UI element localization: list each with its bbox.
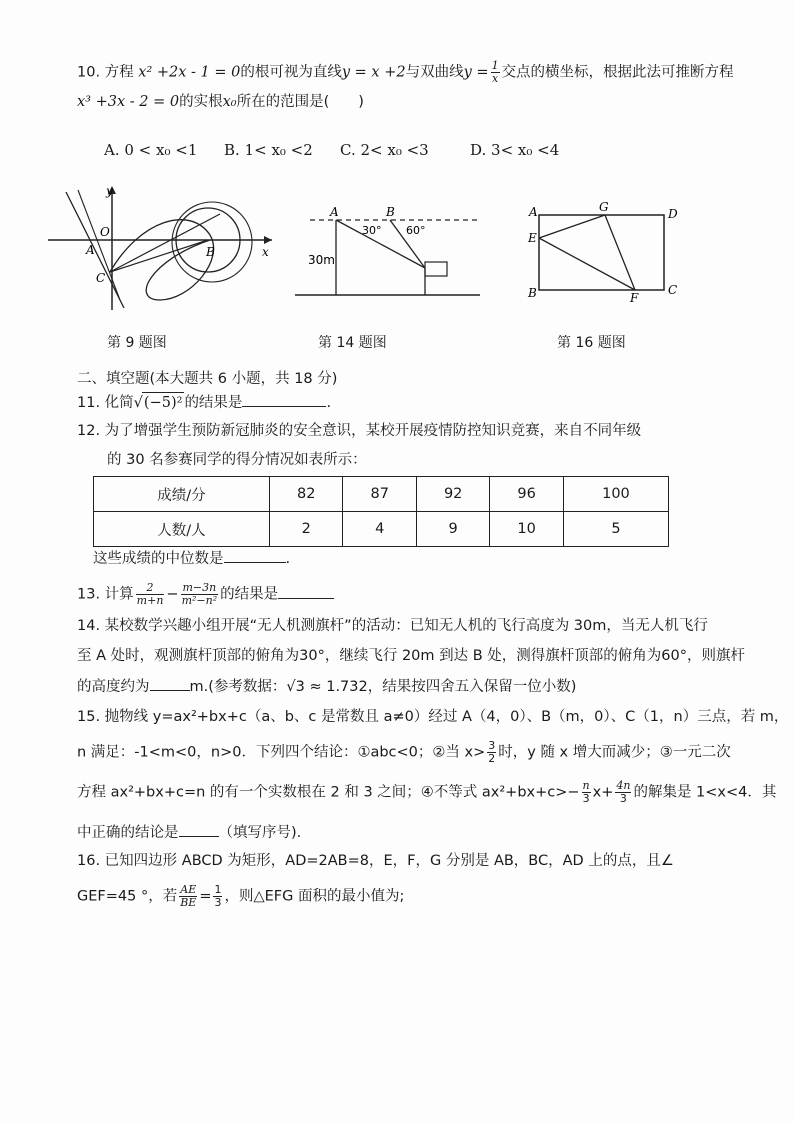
q10-text-e: 的实根 (179, 94, 223, 110)
q12-line2: 的 30 名参赛同学的得分情况如表所示： (107, 452, 367, 468)
fig16-caption: 第 16 题图 (557, 335, 626, 351)
q14-line2: 至 A 处时，观测旗杆顶部的俯角为30°，继续飞行 20m 到达 B 处，测得旗杆顶部的俯角为60°，则旗杆 (77, 648, 745, 664)
table-cell: 9 (416, 512, 489, 547)
fig9-label-c: C (96, 271, 106, 285)
q13-f2-den: m²−n² (181, 594, 218, 607)
fig16-segment-gf (605, 215, 635, 290)
figure-14 (290, 200, 490, 305)
q13-minus: − (166, 586, 179, 603)
q13-answer-blank[interactable] (278, 584, 334, 599)
q16-line2-a: GEF=45 °，若 (77, 888, 178, 905)
q12-answer-blank[interactable] (224, 548, 286, 563)
q16-f2-num: 1 (214, 883, 222, 896)
q15-line4-b: （填写序号). (218, 825, 302, 841)
fig9-caption: 第 9 题图 (107, 335, 167, 351)
fig9-line-1 (66, 192, 124, 308)
q16-line2 (77, 884, 404, 909)
q15-line4-a: 中正确的结论是 (77, 825, 179, 841)
q10-text-c: 与双曲线 (405, 64, 464, 81)
q13-prefix: 13. 计算 (77, 586, 134, 603)
q12-end: . (285, 551, 291, 567)
q15-f2-num: 4n (616, 779, 631, 792)
q14-answer-blank[interactable] (150, 676, 190, 691)
fig14-label-b: B (386, 205, 395, 219)
q16-frac-den: BE (180, 896, 197, 909)
q13 (77, 582, 334, 607)
table-row (94, 477, 669, 512)
q12-line3-text: 这些成绩的中位数是 (93, 551, 224, 567)
table-row (94, 512, 669, 547)
q16-f2-den: 3 (214, 896, 222, 909)
fig9-segment-cb (110, 240, 208, 272)
q11-radicand: (−5)² (142, 392, 185, 413)
fig14-angle-60: 60° (406, 224, 426, 237)
table-cell: 82 (270, 477, 343, 512)
q10-line2 (77, 92, 364, 112)
fig16-segment-eg (539, 215, 605, 238)
fig14-label-a: A (330, 205, 339, 219)
q10-text-d: 交点的横坐标，根据此法可推断方程 (501, 64, 734, 81)
q14-line3-b: m.(参考数据：√3 ≈ 1.732，结果按四舍五入保留一位小数) (189, 679, 577, 695)
q15-f1-num: n (582, 779, 590, 792)
q16-frac-num: AE (180, 883, 197, 896)
fig16-label-c: C (668, 283, 678, 297)
q15-line2-b: 时，y 随 x 增大而减少；③一元二次 (498, 744, 731, 761)
q11-answer-blank[interactable] (242, 392, 326, 407)
fig9-label-a: A (86, 243, 95, 257)
q15-line2-a: n 满足：-1<m<0，n>0．下列四个结论：①abc<0；②当 x> (77, 744, 486, 761)
q15-frac-4n-3 (615, 780, 631, 805)
q10-cubic: x³ +3x - 2 = 0 (77, 94, 180, 110)
fig16-label-e: E (528, 231, 537, 245)
table-header-score: 成绩/分 (94, 477, 270, 512)
q13-fraction-1 (136, 582, 165, 607)
q15-line4 (77, 822, 301, 843)
q10-text-f: 所在的范围是( ) (236, 94, 364, 110)
q14-line3 (77, 676, 576, 697)
q10-line1 (77, 60, 734, 85)
q11-end: . (326, 395, 332, 411)
table-cell: 5 (563, 512, 668, 547)
q10-frac-den: x (491, 72, 499, 85)
fig9-label-y: y (106, 184, 113, 198)
fig16-label-f: F (630, 291, 639, 305)
q10-line-eq: y = x +2 (341, 64, 406, 81)
q15-frac-n-3 (582, 780, 591, 805)
q10-option-c[interactable]: C. 2< x₀ <3 (340, 141, 429, 159)
q13-f2-num: m−3n (182, 581, 217, 594)
q10-hyperbola-fraction (491, 60, 500, 85)
fig16-label-d: D (668, 207, 678, 221)
fig16-label-a: A (529, 205, 538, 219)
fig9-label-o: O (100, 225, 110, 239)
q16-line2-b: ，则△EFG 面积的最小值为; (224, 888, 405, 905)
q15-line1: 15. 抛物线 y=ax²+bx+c（a、b、c 是常数且 a≠0）经过 A（4，0）、B（m，0）、C（1，n）三点，若 m， (77, 709, 789, 725)
q15-line3-a: 方程 ax²+bx+c=n 的有一个实数根在 2 和 3 之间；④不等式 ax²+bx+c>− (77, 784, 580, 801)
fig9-curve (110, 220, 214, 300)
section-title: 二、填空题(本大题共 6 小题，共 18 分) (77, 371, 338, 387)
q15-f1-den: 3 (582, 792, 590, 805)
table-header-count: 人数/人 (94, 512, 270, 547)
q16-line1: 16. 已知四边形 ABCD 为矩形，AD=2AB=8，E，F，G 分别是 AB，BC，AD 上的点，且∠ (77, 853, 674, 869)
figure-16 (520, 200, 695, 305)
q16-frac-1-3 (213, 884, 222, 909)
q10-prefix: 10. 方程 (77, 64, 139, 81)
fig16-label-b: B (528, 286, 537, 300)
fig9-label-x: x (262, 245, 269, 259)
q15-line2 (77, 740, 731, 765)
table-cell: 10 (490, 512, 563, 547)
fig16-label-g: G (599, 200, 609, 214)
q10-equation: x² +2x - 1 = 0 (138, 64, 241, 81)
q15-frac-3-2 (487, 740, 496, 765)
table-cell: 96 (490, 477, 563, 512)
fig16-rectangle (539, 215, 664, 290)
q15-line3-c: 的解集是 1<x<4．其 (633, 784, 777, 801)
q13-fraction-2 (181, 582, 219, 607)
fig9-x-arrow (264, 236, 272, 244)
q10-option-d[interactable]: D. 3< x₀ <4 (470, 141, 560, 159)
q10-frac-num: 1 (491, 59, 499, 72)
fig14-flag (425, 262, 447, 276)
q10-hyperbola-y: y = (463, 64, 489, 81)
q16-frac-ae-be (179, 884, 197, 909)
q12-score-table (93, 476, 669, 547)
fig14-height-label: 30m (308, 253, 335, 267)
q11-prefix: 11. 化简 (77, 395, 134, 411)
q10-var: x₀ (222, 94, 237, 110)
q15-f2-den: 3 (619, 792, 627, 805)
figure-9 (40, 180, 280, 315)
q12-line3 (93, 548, 290, 569)
q15-frac-den: 2 (488, 752, 496, 765)
q13-suffix: 的结果是 (220, 586, 279, 603)
table-cell: 92 (416, 477, 489, 512)
fig14-angle-30: 30° (362, 224, 382, 237)
q10-option-b[interactable]: B. 1< x₀ <2 (224, 141, 313, 159)
q13-f1-num: 2 (136, 582, 165, 595)
q10-option-a[interactable]: A. 0 < x₀ <1 (104, 141, 198, 159)
q15-line3 (77, 780, 776, 805)
table-cell: 2 (270, 512, 343, 547)
q11 (77, 392, 331, 413)
q16-eq: = (199, 888, 212, 905)
q10-text-b: 的根可视为直线 (240, 64, 342, 81)
q15-answer-blank[interactable] (179, 822, 219, 837)
fig9-label-b: B (206, 245, 215, 259)
q15-frac-num: 3 (488, 739, 496, 752)
fig14-caption: 第 14 题图 (318, 335, 387, 351)
fig16-segment-ef (539, 238, 635, 290)
q15-line3-b: x+ (592, 784, 614, 801)
table-cell: 87 (343, 477, 416, 512)
q11-suffix: 的结果是 (184, 395, 243, 411)
q11-sqrt-sign: √ (133, 395, 143, 411)
table-cell: 4 (343, 512, 416, 547)
q13-f1-den: m+n (136, 594, 164, 607)
q12-line1: 12. 为了增强学生预防新冠肺炎的安全意识，某校开展疫情防控知识竞赛，来自不同年级 (77, 423, 642, 439)
q14-line1: 14. 某校数学兴趣小组开展“无人机测旗杆”的活动：已知无人机的飞行高度为 30m，当无人机飞行 (77, 618, 708, 634)
q14-line3-a: 的高度约为 (77, 679, 150, 695)
table-cell: 100 (563, 477, 668, 512)
